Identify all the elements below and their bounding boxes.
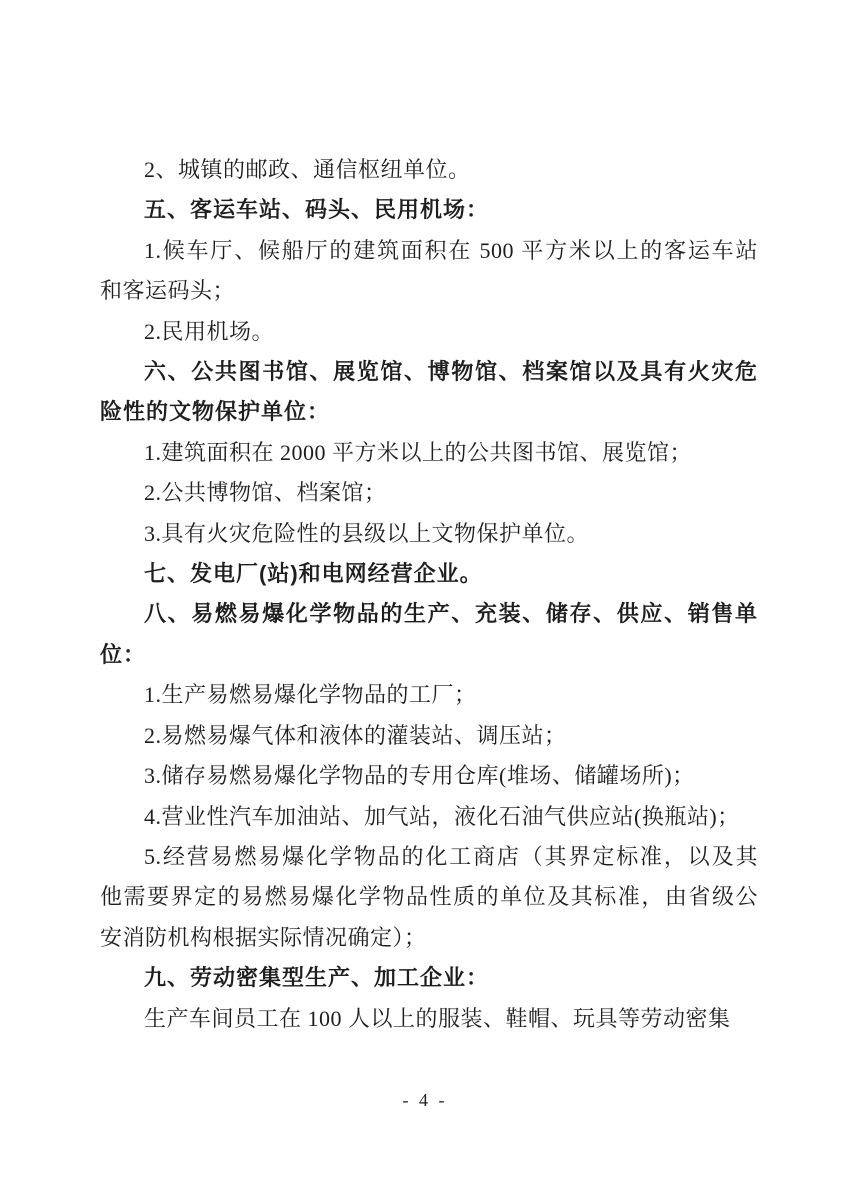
item-8-2: 2.易燃易爆气体和液体的灌装站、调压站； xyxy=(144,722,567,748)
item-5-1-line-1: 1.候车厅、候船厅的建筑面积在 500 平方米以上的客运车站 xyxy=(144,237,758,263)
document-body xyxy=(100,150,758,1039)
item-8-4: 4.营业性汽车加油站、加气站，液化石油气供应站(换瓶站)； xyxy=(144,803,740,829)
heading-section-8-line-2: 位： xyxy=(100,641,147,667)
item-5-1-line-2: 和客运码头； xyxy=(100,278,236,304)
item-6-3: 3.具有火灾危险性的县级以上文物保护单位。 xyxy=(144,520,590,546)
heading-section-5: 五、客运车站、码头、民用机场： xyxy=(144,197,490,223)
paragraph-section-9-body: 生产车间员工在 100 人以上的服装、鞋帽、玩具等劳动密集 xyxy=(144,1005,731,1031)
item-6-2: 2.公共博物馆、档案馆； xyxy=(144,480,387,506)
heading-section-9: 九、劳动密集型生产、加工企业： xyxy=(144,965,490,991)
item-5-2: 2.民用机场。 xyxy=(144,318,275,344)
paragraph-postal-units: 2、城镇的邮政、通信枢纽单位。 xyxy=(144,157,471,182)
item-8-1: 1.生产易燃易爆化学物品的工厂； xyxy=(144,682,477,708)
item-8-5-line-1: 5.经营易燃易爆化学物品的化工商店（其界定标准，以及其 xyxy=(144,843,758,869)
item-8-5-line-2: 他需要界定的易燃易爆化学物品性质的单位及其标准，由省级公 xyxy=(100,884,758,910)
heading-section-6-line-1: 六、公共图书馆、展览馆、博物馆、档案馆以及具有火灾危 xyxy=(144,359,758,385)
page-number: - 4 - xyxy=(402,1090,448,1110)
item-8-5-line-3: 安消防机构根据实际情况确定）； xyxy=(100,924,427,950)
heading-section-8-line-1: 八、易燃易爆化学物品的生产、充装、储存、供应、销售单 xyxy=(144,601,758,627)
item-8-3: 3.储存易燃易爆化学物品的专用仓库(堆场、储罐场所)； xyxy=(144,763,695,789)
heading-section-7: 七、发电厂(站)和电网经营企业。 xyxy=(144,561,483,587)
item-6-1: 1.建筑面积在 2000 平方米以上的公共图书馆、展览馆； xyxy=(144,439,693,465)
heading-section-6-line-2: 险性的文物保护单位： xyxy=(100,399,331,425)
